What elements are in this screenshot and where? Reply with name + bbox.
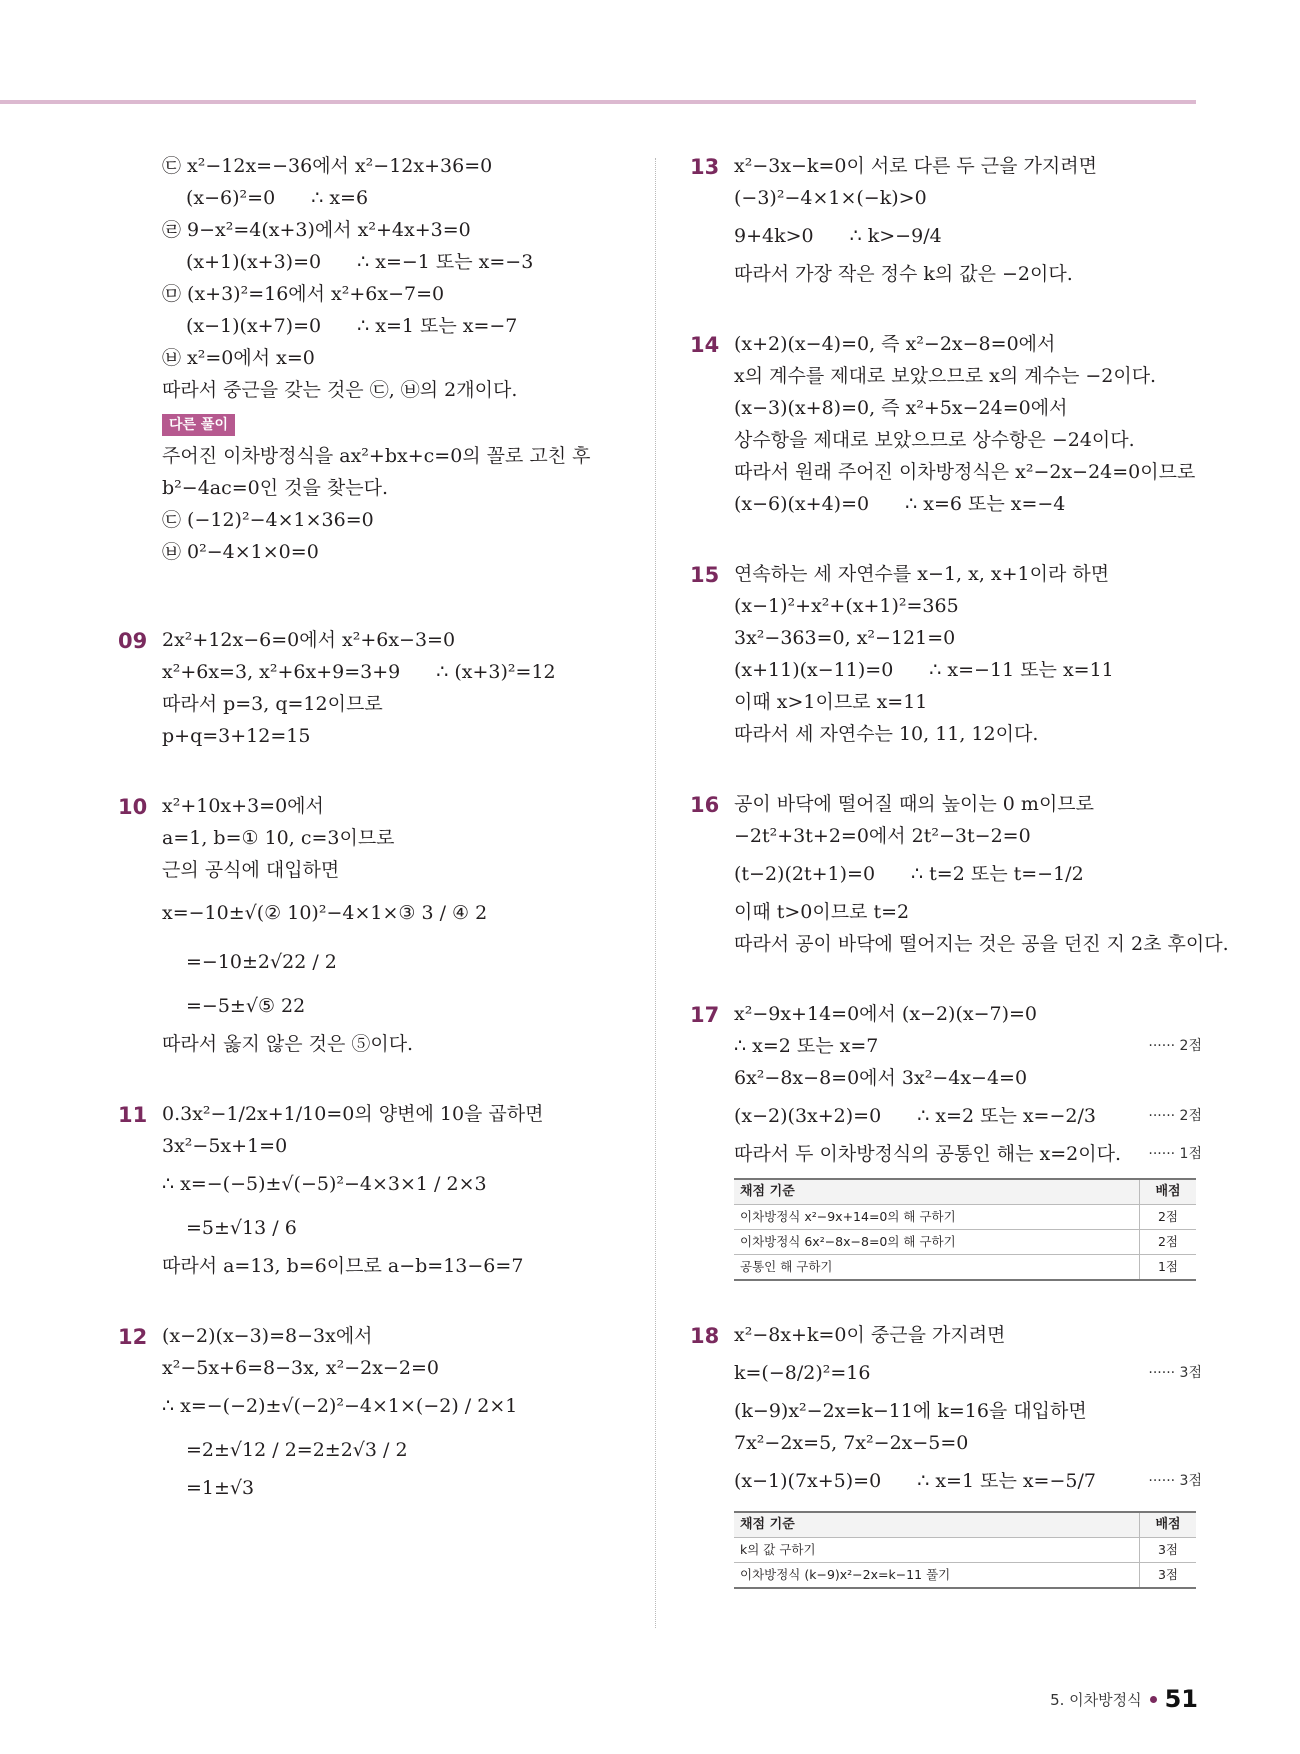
solution-line: x=−10±√(② 10)²−4×1×③ 3 / ④ 2: [162, 902, 488, 924]
solution-line: (x+11)(x−11)=0: [734, 659, 894, 681]
solution-line: x²+6x=3, x²+6x+9=3+9: [162, 661, 401, 683]
solution-line: ㉢ (−12)²−4×1×36=0: [162, 509, 374, 531]
problem-number: 10: [118, 795, 148, 819]
solution-line: =2±√12 / 2=2±2√3 / 2: [186, 1439, 408, 1461]
solution-09: [110, 624, 635, 752]
table-cell: 3점: [1140, 1538, 1197, 1563]
solution-17: [682, 998, 1202, 1281]
solution-line: k=(−8/2)²=16: [734, 1362, 871, 1384]
solution-line: (x−1)(x+7)=0: [186, 315, 322, 337]
solution-line: ∴ t=2 또는 t=−1/2: [911, 863, 1084, 885]
solution-line: 2x²+12x−6=0에서 x²+6x−3=0: [162, 629, 456, 651]
problem-number: 15: [690, 563, 720, 587]
table-cell: 이차방정식 6x²−8x−8=0의 해 구하기: [740, 1234, 956, 1249]
solution-line: ∴ x=−(−2)±√(−2)²−4×1×(−2) / 2×1: [162, 1395, 518, 1417]
solution-line: =1±√3: [186, 1477, 255, 1499]
column-divider: [655, 158, 656, 1628]
solution-line: ∴ x=2 또는 x=7: [734, 1035, 879, 1057]
solution-line: 따라서 원래 주어진 이차방정식은 x²−2x−24=0이므로: [734, 461, 1196, 483]
solution-line: (x−6)(x+4)=0: [734, 493, 870, 515]
solution-line: ∴ x=−(−5)±√(−5)²−4×3×1 / 2×3: [162, 1173, 487, 1195]
table-row: [734, 1255, 1196, 1281]
solution-line: 근의 공식에 대입하면: [162, 859, 340, 881]
solution-line: =−10±2√22 / 2: [186, 951, 337, 973]
solution-line: 공이 바닥에 떨어질 때의 높이는 0 m이므로: [734, 793, 1095, 815]
right-column: [682, 150, 1229, 1589]
solution-line: (k−9)x²−2x=k−11에 k=16을 대입하면: [734, 1400, 1087, 1422]
table-cell: 3점: [1140, 1563, 1197, 1589]
solution-line: x²−5x+6=8−3x, x²−2x−2=0: [162, 1357, 439, 1379]
table-row: [734, 1230, 1196, 1255]
solution-line: ㉤ (x+3)²=16에서 x²+6x−7=0: [162, 283, 445, 305]
solution-line: 주어진 이차방정식을 ax²+bx+c=0의 꼴로 고친 후: [162, 445, 591, 467]
solution-line: 따라서 두 이차방정식의 공통인 해는 x=2이다.: [734, 1143, 1121, 1165]
alt-solution-badge: 다른 풀이: [162, 414, 235, 436]
solution-line: ㉢ x²−12x=−36에서 x²−12x+36=0: [162, 155, 493, 177]
table-row: [734, 1563, 1196, 1589]
solution-line: x²−9x+14=0에서 (x−2)(x−7)=0: [734, 1003, 1038, 1025]
top-rule: [0, 100, 1196, 104]
solution-line: 따라서 옳지 않은 것은 ⑤이다.: [162, 1033, 414, 1055]
solution-line: (x+2)(x−4)=0, 즉 x²−2x−8=0에서: [734, 333, 1056, 355]
solution-16: [682, 788, 1229, 960]
solution-line: x의 계수를 제대로 보았으므로 x의 계수는 −2이다.: [734, 365, 1157, 387]
solution-18: [682, 1319, 1202, 1589]
grading-table: [734, 1178, 1196, 1281]
problem-number: 14: [690, 333, 720, 357]
page-footer: [1050, 1685, 1198, 1713]
table-cell: 이차방정식 (k−9)x²−2x=k−11 풀기: [740, 1567, 951, 1582]
solution-line: x²−3x−k=0이 서로 다른 두 근을 가지려면: [734, 155, 1097, 177]
problem-number: 18: [690, 1324, 720, 1348]
table-cell: 이차방정식 x²−9x+14=0의 해 구하기: [740, 1209, 956, 1224]
left-column: [110, 150, 635, 1504]
solution-line: b²−4ac=0인 것을 찾는다.: [162, 477, 389, 499]
page-number: 51: [1164, 1685, 1198, 1713]
solution-line: −2t²+3t+2=0에서 2t²−3t−2=0: [734, 825, 1031, 847]
solution-line: p+q=3+12=15: [162, 725, 311, 747]
solution-13: [682, 150, 1202, 290]
solution-line: (x−2)(x−3)=8−3x에서: [162, 1325, 373, 1347]
solution-line: ∴ x=1 또는 x=−7: [357, 315, 518, 337]
table-header: 배점: [1140, 1179, 1197, 1205]
solution-line: 연속하는 세 자연수를 x−1, x, x+1이라 하면: [734, 563, 1110, 585]
problem-number: 11: [118, 1103, 148, 1127]
table-cell: k의 값 구하기: [740, 1542, 816, 1557]
solution-10: [110, 790, 635, 1060]
solution-line: 3x²−363=0, x²−121=0: [734, 627, 956, 649]
table-header: 채점 기준: [740, 1517, 795, 1532]
problem-number: 12: [118, 1325, 148, 1349]
solution-line: (−3)²−4×1×(−k)>0: [734, 187, 927, 209]
solution-line: 3x²−5x+1=0: [162, 1135, 288, 1157]
solution-line: ∴ x=6: [311, 187, 369, 209]
solution-line: x²−8x+k=0이 중근을 가지려면: [734, 1324, 1006, 1346]
table-cell: 2점: [1140, 1230, 1197, 1255]
problem-number: 16: [690, 793, 720, 817]
solution-11: [110, 1098, 635, 1282]
problem-number: 17: [690, 1003, 720, 1027]
solution-15: [682, 558, 1202, 750]
solution-line: x²+10x+3=0에서: [162, 795, 324, 817]
score-marker: ······ 3점: [1148, 1365, 1202, 1381]
table-row: [734, 1538, 1196, 1563]
score-marker: ······ 2점: [1148, 1038, 1202, 1054]
solution-line: 따라서 a=13, b=6이므로 a−b=13−6=7: [162, 1255, 524, 1277]
solution-line: (x−1)²+x²+(x+1)²=365: [734, 595, 959, 617]
solution-line: 따라서 가장 작은 정수 k의 값은 −2이다.: [734, 263, 1073, 285]
solution-line: ∴ x=6 또는 x=−4: [905, 493, 1066, 515]
score-marker: ······ 3점: [1148, 1473, 1202, 1489]
solution-line: ㉥ x²=0에서 x=0: [162, 347, 315, 369]
table-cell: 공통인 해 구하기: [740, 1259, 833, 1274]
solution-line: (x−2)(3x+2)=0: [734, 1105, 882, 1127]
solution-line: 0.3x²−1/2x+1/10=0의 양변에 10을 곱하면: [162, 1103, 544, 1125]
solution-line: ∴ x=−11 또는 x=11: [929, 659, 1114, 681]
table-header: 배점: [1140, 1512, 1197, 1538]
solution-line: 따라서 중근을 갖는 것은 ㉢, ㉥의 2개이다.: [162, 379, 518, 401]
grading-table: [734, 1511, 1196, 1589]
chapter-title: 5. 이차방정식: [1050, 1690, 1142, 1709]
solution-line: a=1, b=① 10, c=3이므로: [162, 827, 395, 849]
solution-14: [682, 328, 1202, 520]
solution-12: [110, 1320, 635, 1504]
solution-line: ∴ x=−1 또는 x=−3: [357, 251, 534, 273]
problem-number: 13: [690, 155, 720, 179]
solution-line: ∴ x=1 또는 x=−5/7: [917, 1470, 1096, 1492]
problem-number: 09: [118, 629, 148, 653]
solution-line: 상수항을 제대로 보았으므로 상수항은 −24이다.: [734, 429, 1135, 451]
solution-line: (x−6)²=0: [186, 187, 276, 209]
solution-line: ∴ x=2 또는 x=−2/3: [917, 1105, 1096, 1127]
solution-line: =−5±√⑤ 22: [186, 995, 306, 1017]
solution-line: 9+4k>0: [734, 225, 814, 247]
solution-line: 6x²−8x−8=0에서 3x²−4x−4=0: [734, 1067, 1028, 1089]
solution-line: ㉥ 0²−4×1×0=0: [162, 541, 319, 563]
table-header: 채점 기준: [740, 1184, 795, 1199]
table-cell: 1점: [1140, 1255, 1197, 1281]
solution-line: (t−2)(2t+1)=0: [734, 863, 876, 885]
table-row: [734, 1205, 1196, 1230]
solution-line: 7x²−2x=5, 7x²−2x−5=0: [734, 1432, 969, 1454]
solution-line: ∴ (x+3)²=12: [436, 661, 556, 683]
solution-line: 따라서 p=3, q=12이므로: [162, 693, 383, 715]
solution-line: 따라서 공이 바닥에 떨어지는 것은 공을 던진 지 2초 후이다.: [734, 933, 1229, 955]
solution-line: (x−1)(7x+5)=0: [734, 1470, 882, 1492]
solution-08-continued: [110, 150, 635, 568]
solution-line: (x+1)(x+3)=0: [186, 251, 322, 273]
score-marker: ······ 2점: [1148, 1108, 1202, 1124]
table-cell: 2점: [1140, 1205, 1197, 1230]
solution-line: 따라서 세 자연수는 10, 11, 12이다.: [734, 723, 1039, 745]
bullet-dot: [1150, 1696, 1157, 1703]
solution-line: (x−3)(x+8)=0, 즉 x²+5x−24=0에서: [734, 397, 1068, 419]
score-marker: ······ 1점: [1148, 1146, 1202, 1162]
solution-line: 이때 x>1이므로 x=11: [734, 691, 928, 713]
solution-line: ㉣ 9−x²=4(x+3)에서 x²+4x+3=0: [162, 219, 471, 241]
solution-line: =5±√13 / 6: [186, 1217, 297, 1239]
solution-line: 이때 t>0이므로 t=2: [734, 901, 910, 923]
solution-line: ∴ k>−9/4: [849, 225, 942, 247]
